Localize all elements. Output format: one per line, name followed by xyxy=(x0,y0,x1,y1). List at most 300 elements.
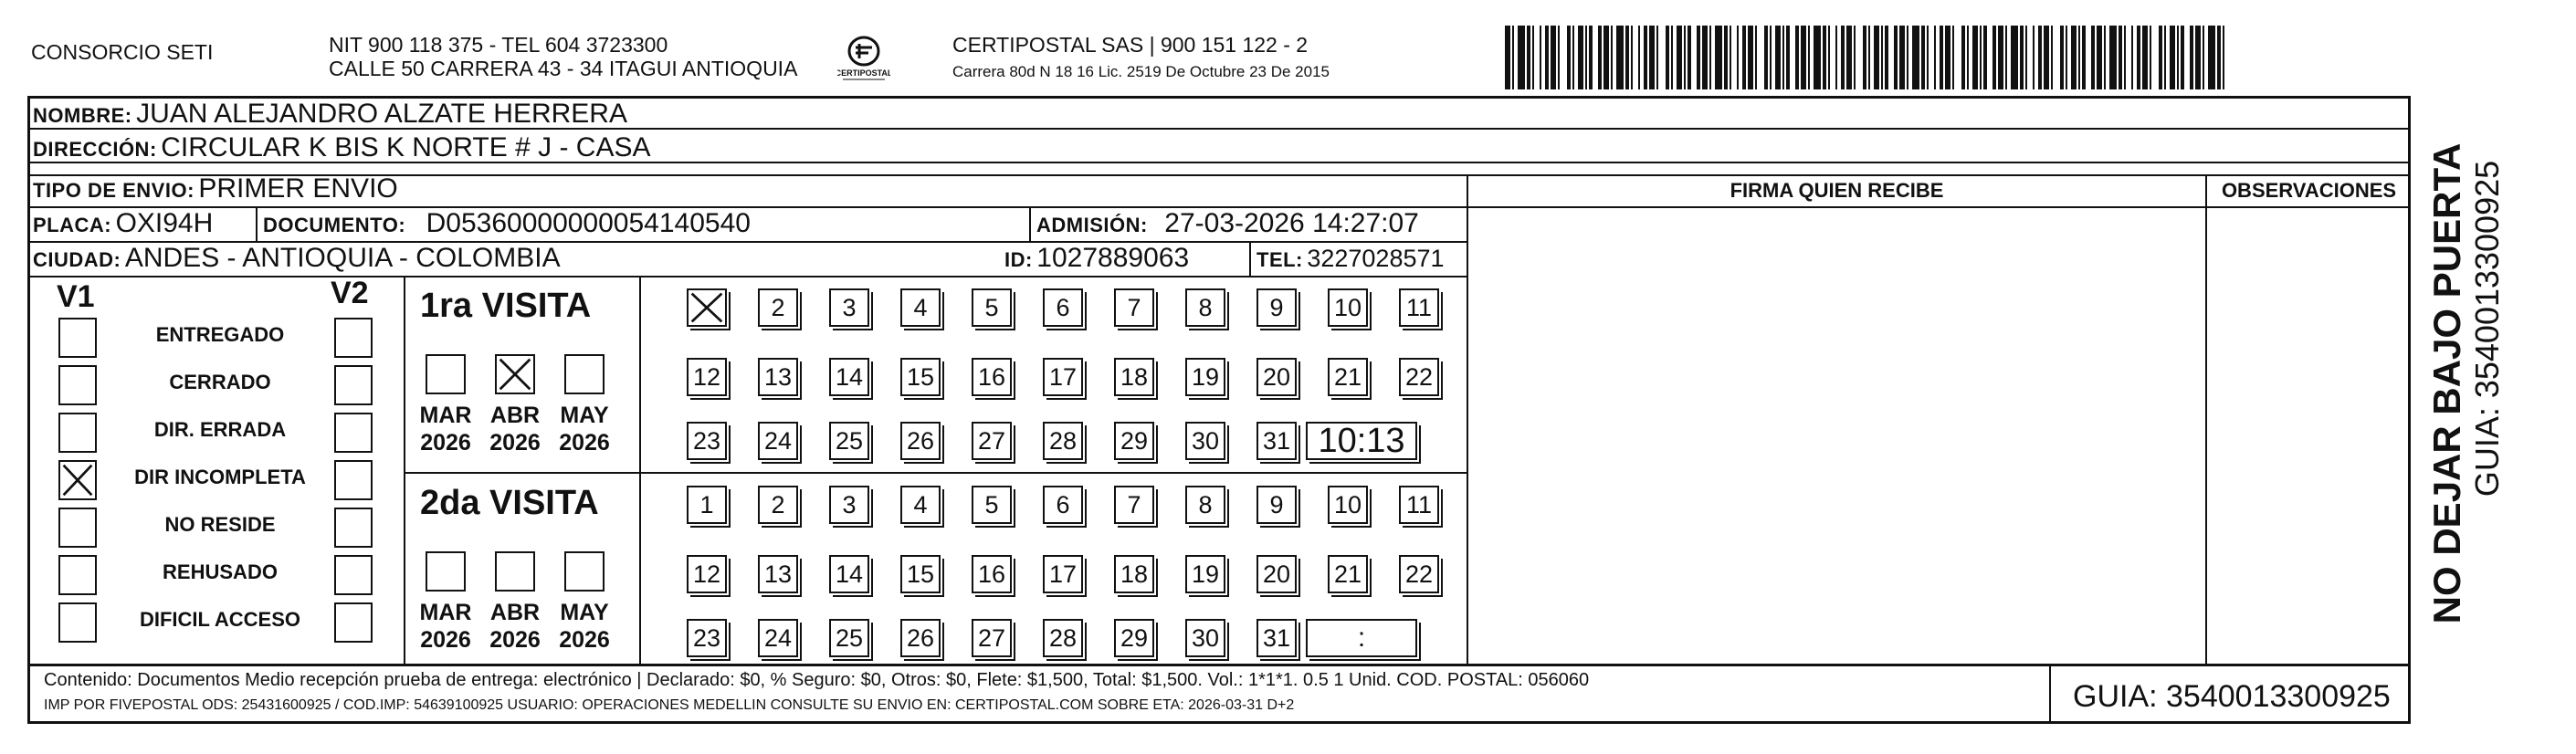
day-box[interactable] xyxy=(758,358,798,396)
month-label xyxy=(488,402,542,456)
day-number: 15 xyxy=(906,560,935,588)
month-label xyxy=(418,599,473,654)
day-number: 27 xyxy=(977,623,1006,652)
day-box[interactable] xyxy=(1328,288,1368,327)
barcode-bar xyxy=(2170,26,2175,89)
v1-checkbox[interactable] xyxy=(58,460,97,500)
day-number: 1 xyxy=(699,490,714,518)
day-number: 16 xyxy=(977,560,1006,588)
barcode-bar xyxy=(2038,26,2042,89)
day-number: 20 xyxy=(1262,362,1291,391)
barcode-bar xyxy=(1631,26,1633,89)
barcode-bar xyxy=(1585,26,1587,89)
day-box[interactable] xyxy=(687,619,727,657)
month-checkbox[interactable] xyxy=(564,551,605,592)
month-year: 2026 xyxy=(489,627,541,653)
barcode-bar xyxy=(1992,26,1996,89)
barcode-bar xyxy=(2137,26,2140,89)
visit-time: : xyxy=(1357,623,1366,653)
day-box[interactable] xyxy=(758,555,798,593)
tel-label: TEL: xyxy=(1256,248,1303,271)
barcode-bar xyxy=(1961,26,1965,89)
barcode-bar xyxy=(1697,26,1700,89)
day-number: 7 xyxy=(1127,490,1141,518)
v1-checkbox[interactable] xyxy=(58,602,97,643)
day-number: 23 xyxy=(692,623,721,652)
tel-value: 3227028571 xyxy=(1307,245,1445,272)
day-box[interactable] xyxy=(1114,486,1154,524)
day-box[interactable] xyxy=(1399,358,1439,396)
barcode-bar xyxy=(1863,26,1866,89)
tel-row xyxy=(1256,243,1445,278)
barcode-bar xyxy=(1868,26,1870,89)
barcode-bar xyxy=(1885,26,1888,89)
day-box[interactable] xyxy=(1114,422,1154,460)
barcode-bar xyxy=(2159,26,2162,89)
barcode-bar xyxy=(1808,26,1810,89)
v1-checkbox[interactable] xyxy=(58,413,97,453)
nombre-value: JUAN ALEJANDRO ALZATE HERRERA xyxy=(136,99,627,129)
barcode-bar xyxy=(2119,26,2122,89)
month-year: 2026 xyxy=(559,430,610,456)
month-name: MAR xyxy=(419,403,472,428)
barcode-bar xyxy=(2131,26,2133,89)
barcode-bar xyxy=(1907,26,1908,89)
barcode-bar xyxy=(1644,26,1647,89)
day-box[interactable] xyxy=(1185,422,1225,460)
tipo-label: TIPO DE ENVIO: xyxy=(33,179,195,202)
v1-checkbox[interactable] xyxy=(58,555,97,595)
day-number: 16 xyxy=(977,362,1006,391)
status-label: REHUSADO xyxy=(163,560,278,583)
day-box[interactable] xyxy=(1399,555,1439,593)
day-box[interactable] xyxy=(1328,358,1368,396)
day-number: 29 xyxy=(1120,623,1149,652)
barcode-bar xyxy=(1616,26,1624,89)
day-box[interactable] xyxy=(1256,422,1297,460)
day-box[interactable] xyxy=(687,486,727,524)
tipo-value: PRIMER ENVIO xyxy=(198,173,398,204)
barcode-bar xyxy=(1567,26,1571,89)
day-number: 5 xyxy=(984,490,999,518)
day-box[interactable] xyxy=(829,486,869,524)
direccion-row xyxy=(33,132,650,168)
day-number: 31 xyxy=(1262,426,1291,455)
day-number: 19 xyxy=(1191,362,1220,391)
month-name: MAY xyxy=(560,403,609,428)
day-number: 11 xyxy=(1405,490,1433,518)
ciudad-row xyxy=(33,243,561,278)
day-box[interactable] xyxy=(1399,288,1439,327)
barcode-bar xyxy=(2208,26,2215,89)
nit-line: NIT 900 118 375 - TEL 604 3723300 xyxy=(329,33,668,57)
day-box[interactable] xyxy=(1043,486,1083,524)
day-number: 21 xyxy=(1333,362,1362,391)
day-number: 11 xyxy=(1405,293,1433,321)
side-guia xyxy=(2467,128,2508,639)
barcode-bar xyxy=(2082,26,2086,89)
day-number: 7 xyxy=(1127,293,1141,321)
v1-checkbox[interactable] xyxy=(58,365,97,405)
day-box[interactable] xyxy=(829,619,869,657)
day-box[interactable] xyxy=(758,486,798,524)
day-box[interactable] xyxy=(1043,555,1083,593)
day-number: 25 xyxy=(835,426,864,455)
day-number: 21 xyxy=(1333,560,1362,588)
barcode-bar xyxy=(1730,26,1731,89)
day-box[interactable] xyxy=(1185,619,1225,657)
day-box[interactable] xyxy=(1399,486,1439,524)
barcode-bar xyxy=(1572,26,1574,89)
barcode-bar xyxy=(1755,26,1757,89)
barcode-bar xyxy=(1846,26,1852,89)
barcode-bar xyxy=(1934,26,1936,89)
barcode-bar xyxy=(1589,26,1593,89)
day-box[interactable] xyxy=(900,619,941,657)
barcode-bar xyxy=(1540,26,1541,89)
day-box[interactable] xyxy=(1256,619,1297,657)
day-number: 30 xyxy=(1191,426,1220,455)
v1-checkbox[interactable] xyxy=(58,508,97,548)
barcode-bar xyxy=(2223,26,2224,89)
day-box[interactable] xyxy=(1043,288,1083,327)
barcode-bar xyxy=(1702,26,1708,89)
day-box[interactable] xyxy=(1043,358,1083,396)
month-name: ABR xyxy=(489,600,541,625)
side-warning xyxy=(2420,128,2475,639)
day-box[interactable] xyxy=(972,555,1012,593)
status-label: NO RESIDE xyxy=(164,513,276,536)
day-number: 3 xyxy=(842,293,857,321)
id-value: 1027889063 xyxy=(1036,243,1190,273)
id-label: ID: xyxy=(1004,248,1033,271)
admision-value: 27-03-2026 14:27:07 xyxy=(1164,208,1419,238)
barcode-bar xyxy=(1945,26,1950,89)
observaciones-header: OBSERVACIONES xyxy=(2221,179,2397,202)
month-year: 2026 xyxy=(420,430,471,456)
barcode-bar xyxy=(1998,26,2003,89)
month-label xyxy=(418,402,473,456)
footer-guia: GUIA: 3540013300925 xyxy=(2073,679,2391,714)
day-box[interactable] xyxy=(900,486,941,524)
barcode-bar xyxy=(1709,26,1711,89)
side-guia-text: GUIA: 3540013300925 xyxy=(2468,160,2506,497)
barcode-bar xyxy=(1912,26,1919,89)
v2-checkbox[interactable] xyxy=(334,508,373,548)
day-number: 22 xyxy=(1404,362,1434,391)
barcode-bar xyxy=(2044,26,2049,89)
day-box[interactable] xyxy=(900,358,941,396)
barcode-bar xyxy=(2109,26,2117,89)
day-number: 20 xyxy=(1262,560,1291,588)
barcode-bar xyxy=(1505,26,1510,89)
day-box[interactable] xyxy=(829,422,869,460)
barcode-bar xyxy=(2217,26,2221,89)
barcode-bar xyxy=(1611,26,1613,89)
company-name: CONSORCIO SETI xyxy=(31,40,214,64)
barcode-bar xyxy=(1983,26,1987,89)
carrier-line: CERTIPOSTAL SAS | 900 151 122 - 2 xyxy=(952,33,1309,57)
nombre-label: NOMBRE: xyxy=(33,104,132,127)
day-number: 24 xyxy=(763,623,793,652)
barcode-bar xyxy=(2005,26,2007,89)
side-warning-text: NO DEJAR BAJO PUERTA xyxy=(2425,142,2468,624)
day-number: 12 xyxy=(692,362,721,391)
status-label: DIFICIL ACCESO xyxy=(139,608,300,631)
barcode-bar xyxy=(2097,26,2102,89)
day-number: 18 xyxy=(1120,560,1149,588)
day-box[interactable] xyxy=(1328,555,1368,593)
visit-time-box[interactable] xyxy=(1306,619,1417,657)
barcode-bar xyxy=(2033,26,2035,89)
day-number: 28 xyxy=(1048,426,1078,455)
barcode-bar xyxy=(2124,26,2126,89)
barcode-bar xyxy=(1748,26,1753,89)
day-number: 25 xyxy=(835,623,864,652)
barcode-bar xyxy=(1737,26,1739,89)
day-box[interactable] xyxy=(829,555,869,593)
barcode-bar xyxy=(1603,26,1609,89)
barcode-bar xyxy=(1786,26,1790,89)
day-box[interactable] xyxy=(1256,555,1297,593)
day-number: 23 xyxy=(692,426,721,455)
barcode-bar xyxy=(1967,26,1969,89)
footer-imp: IMP POR FIVEPOSTAL ODS: 25431600925 / COD.IMP: 54639100925 USUARIO: OPERACIONES MEDELLIN CONSULTE SU ENVIO EN: CERTIPOSTAL.COM SOBRE ETA: 2026-03-31 D+2 xyxy=(44,697,1295,713)
barcode-bar xyxy=(1638,26,1640,89)
day-box[interactable] xyxy=(972,619,1012,657)
direccion-value: CIRCULAR K BIS K NORTE # J - CASA xyxy=(161,132,651,162)
barcode-bar xyxy=(1671,26,1673,89)
barcode-bar xyxy=(1545,26,1549,89)
barcode-bar xyxy=(2071,26,2077,89)
status-label: DIR. ERRADA xyxy=(153,418,287,441)
barcode-bar xyxy=(2164,26,2166,89)
month-name: MAY xyxy=(560,600,609,625)
address-line: CALLE 50 CARRERA 43 - 34 ITAGUI ANTIOQUIA xyxy=(329,57,798,80)
day-box[interactable] xyxy=(1256,288,1297,327)
month-label xyxy=(488,599,542,654)
v2-checkbox[interactable] xyxy=(334,602,373,643)
day-box[interactable] xyxy=(1185,288,1225,327)
barcode-bar xyxy=(1881,26,1883,89)
barcode-bar xyxy=(1775,26,1781,89)
day-box[interactable] xyxy=(1185,486,1225,524)
barcode-bar xyxy=(1666,26,1669,89)
day-box[interactable] xyxy=(687,288,727,327)
barcode-bar xyxy=(1512,26,1514,89)
barcode-bar xyxy=(1715,26,1722,89)
visit-title: 1ra VISITA xyxy=(420,287,592,325)
barcode-bar xyxy=(2020,26,2024,89)
day-box[interactable] xyxy=(758,619,798,657)
v1-header: V1 xyxy=(57,279,95,314)
day-box[interactable] xyxy=(1256,486,1297,524)
day-number: 10 xyxy=(1333,293,1362,321)
day-box[interactable] xyxy=(687,422,727,460)
month-checkbox[interactable] xyxy=(426,354,466,394)
day-number: 4 xyxy=(913,490,928,518)
status-label: DIR INCOMPLETA xyxy=(134,466,306,488)
barcode-bar xyxy=(1782,26,1784,89)
barcode-bar xyxy=(1980,26,1982,89)
day-box[interactable] xyxy=(1185,358,1225,396)
day-number: 14 xyxy=(835,560,864,588)
month-label xyxy=(557,402,612,456)
barcode-bar xyxy=(1894,26,1898,89)
barcode-bar xyxy=(1764,26,1768,89)
visit-time-box[interactable] xyxy=(1306,422,1417,460)
admision-row xyxy=(1036,208,1419,244)
month-checkbox[interactable] xyxy=(426,551,466,592)
day-number: 14 xyxy=(835,362,864,391)
signature-area[interactable] xyxy=(1468,208,2203,662)
day-number: 24 xyxy=(763,426,793,455)
barcode-bar xyxy=(1724,26,1728,89)
day-number: 6 xyxy=(1056,490,1070,518)
visit-title: 2da VISITA xyxy=(420,484,599,522)
barcode-bar xyxy=(1795,26,1799,89)
day-box[interactable] xyxy=(1328,486,1368,524)
v2-checkbox[interactable] xyxy=(334,318,373,358)
barcode-bar xyxy=(2011,26,2018,89)
day-number: 26 xyxy=(906,623,935,652)
documento-value: D05360000000054140540 xyxy=(426,208,751,238)
month-label xyxy=(557,599,612,654)
day-box[interactable] xyxy=(687,555,727,593)
barcode-bar xyxy=(1770,26,1772,89)
day-number: 6 xyxy=(1056,293,1070,321)
day-box[interactable] xyxy=(829,288,869,327)
firma-header: FIRMA QUIEN RECIBE xyxy=(1730,179,1944,202)
day-number: 13 xyxy=(763,560,793,588)
day-number: 28 xyxy=(1048,623,1078,652)
day-box[interactable] xyxy=(972,288,1012,327)
documento-label: DOCUMENTO: xyxy=(263,214,406,236)
v2-checkbox[interactable] xyxy=(334,555,373,595)
day-box[interactable] xyxy=(972,486,1012,524)
day-number: 27 xyxy=(977,426,1006,455)
day-box[interactable] xyxy=(972,358,1012,396)
day-box[interactable] xyxy=(1114,619,1154,657)
barcode-bar xyxy=(1518,26,1525,89)
month-name: MAR xyxy=(419,600,472,625)
barcode-bar xyxy=(1828,26,1830,89)
barcode-bar xyxy=(1854,26,1856,89)
barcode-bar xyxy=(1742,26,1746,89)
v1-checkbox[interactable] xyxy=(58,318,97,358)
barcode-bar xyxy=(2177,26,2179,89)
month-checkbox[interactable] xyxy=(495,354,535,394)
observaciones-area[interactable] xyxy=(2207,208,2409,662)
barcode-bar xyxy=(1688,26,1691,89)
barcode-bar xyxy=(1874,26,1879,89)
barcode-bar xyxy=(1940,26,1943,89)
barcode-bar xyxy=(2091,26,2095,89)
barcode-bar xyxy=(2195,26,2201,89)
license-line: Carrera 80d N 18 16 Lic. 2519 De Octubre 23 De 2015 xyxy=(952,63,1330,80)
day-number: 17 xyxy=(1048,362,1078,391)
day-box[interactable] xyxy=(758,422,798,460)
day-box[interactable] xyxy=(758,288,798,327)
barcode-bar xyxy=(1823,26,1826,89)
certipostal-logo xyxy=(837,33,890,84)
day-box[interactable] xyxy=(1114,288,1154,327)
barcode-bar xyxy=(1649,26,1655,89)
admision-label: ADMISIÓN: xyxy=(1036,214,1148,236)
nombre-row xyxy=(33,99,627,134)
barcode-bar xyxy=(1814,26,1821,89)
placa-row xyxy=(33,208,213,244)
ciudad-value: ANDES - ANTIOQUIA - COLOMBIA xyxy=(124,243,561,273)
day-number: 3 xyxy=(842,490,857,518)
day-number: 19 xyxy=(1191,560,1220,588)
documento-row xyxy=(263,208,751,244)
barcode-bar xyxy=(1625,26,1629,89)
v2-checkbox[interactable] xyxy=(334,413,373,453)
day-box[interactable] xyxy=(900,288,941,327)
day-number: 18 xyxy=(1120,362,1149,391)
day-number: 17 xyxy=(1048,560,1078,588)
day-box[interactable] xyxy=(829,358,869,396)
barcode-bar xyxy=(2150,26,2151,89)
day-box[interactable] xyxy=(1185,555,1225,593)
placa-value: OXI94H xyxy=(115,208,214,238)
day-number: 12 xyxy=(692,560,721,588)
footer-contenido: Contenido: Documentos Medio recepción prueba de entrega: electrónico | Declarado: $0, % Seguro: $0, Otros: $0, Flete: $1,500, Total: $1,500. Vol.: 1*1*1. 0.5 1 Unid. COD. POSTAL: 056060 xyxy=(44,670,1590,690)
barcode-bar xyxy=(1927,26,1929,89)
day-box[interactable] xyxy=(687,358,727,396)
status-label: CERRADO xyxy=(169,371,271,393)
barcode-bar xyxy=(2104,26,2106,89)
barcode-bar xyxy=(1558,26,1560,89)
day-box[interactable] xyxy=(1256,358,1297,396)
barcode-bar xyxy=(1684,26,1686,89)
barcode-bar xyxy=(1972,26,1978,89)
barcode-bar xyxy=(1578,26,1583,89)
day-box[interactable] xyxy=(1114,555,1154,593)
day-box[interactable] xyxy=(1043,422,1083,460)
barcode xyxy=(1503,26,2228,89)
day-number: 22 xyxy=(1404,560,1434,588)
month-checkbox[interactable] xyxy=(495,551,535,592)
month-checkbox[interactable] xyxy=(564,354,605,394)
barcode-bar xyxy=(1801,26,1806,89)
barcode-bar xyxy=(1921,26,1925,89)
placa-label: PLACA: xyxy=(33,214,112,236)
month-name: ABR xyxy=(489,403,541,428)
day-box[interactable] xyxy=(900,555,941,593)
barcode-bar xyxy=(1656,26,1658,89)
day-box[interactable] xyxy=(900,422,941,460)
direccion-label: DIRECCIÓN: xyxy=(33,138,157,161)
barcode-bar xyxy=(2203,26,2204,89)
day-box[interactable] xyxy=(972,422,1012,460)
v2-checkbox[interactable] xyxy=(334,460,373,500)
barcode-bar xyxy=(2190,26,2193,89)
tipo-row xyxy=(33,173,398,209)
day-box[interactable] xyxy=(1114,358,1154,396)
visit-time: 10:13 xyxy=(1318,421,1405,460)
day-number: 8 xyxy=(1198,293,1213,321)
barcode-bar xyxy=(1899,26,1905,89)
day-number: 10 xyxy=(1333,490,1362,518)
barcode-bar xyxy=(2078,26,2080,89)
month-year: 2026 xyxy=(420,627,471,653)
v2-checkbox[interactable] xyxy=(334,365,373,405)
barcode-bar xyxy=(1527,26,1530,89)
barcode-bar xyxy=(2066,26,2067,89)
day-box[interactable] xyxy=(1043,619,1083,657)
